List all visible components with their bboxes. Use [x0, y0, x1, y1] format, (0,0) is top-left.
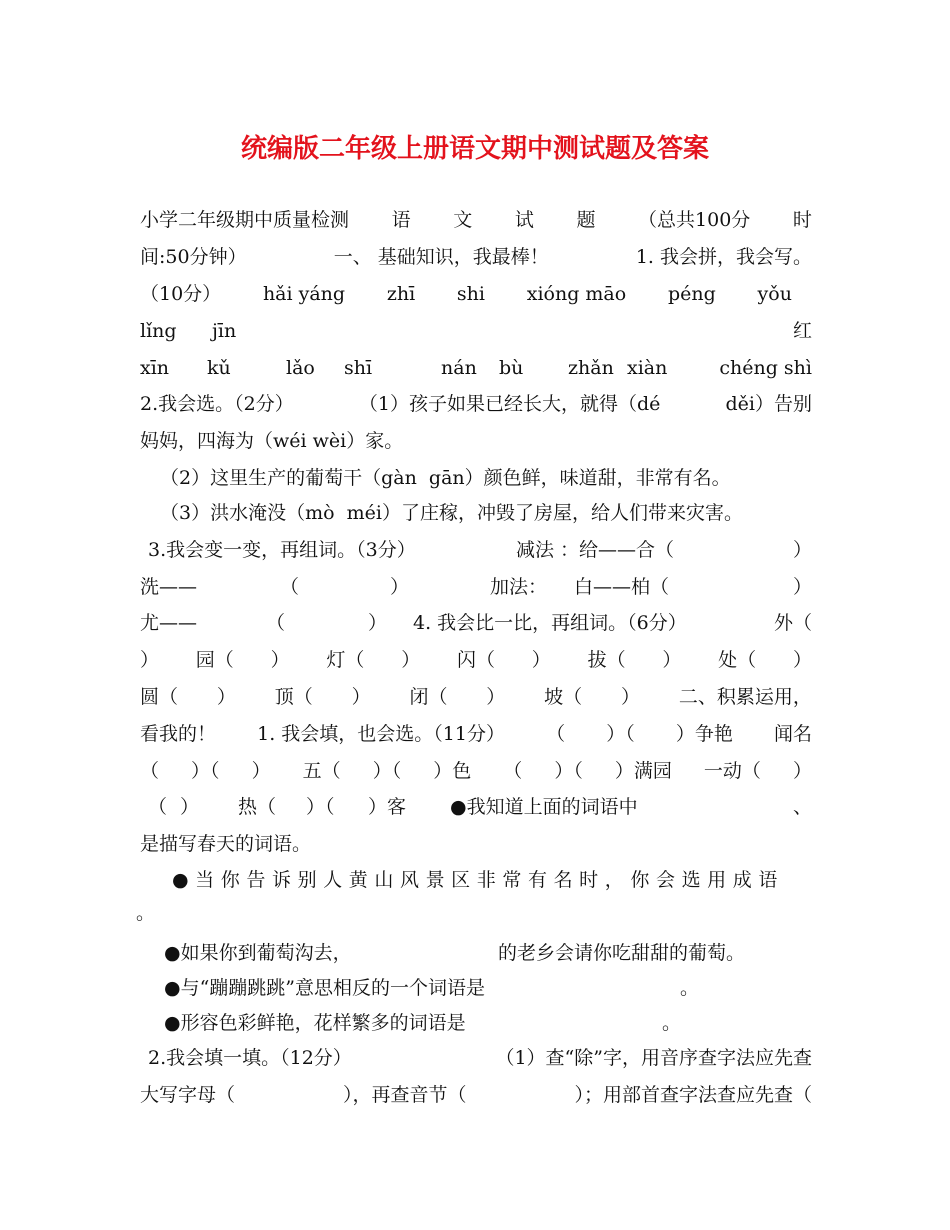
text-segment: 红 [792, 320, 812, 342]
text-segment: ）（ [191, 760, 220, 782]
text-segment: 小学二年级期中质量检测 [140, 209, 350, 231]
text-segment: ）（ [606, 723, 635, 745]
text-segment: 4. 我会比一比，再组词。（6分） [413, 612, 687, 634]
text-segment: 园（ [195, 649, 234, 671]
text-segment: jīn [212, 320, 237, 342]
text-segment: ） [486, 686, 506, 708]
text-line [136, 900, 808, 926]
text-segment: 拔（ [587, 649, 626, 671]
text-line [140, 721, 812, 747]
text-segment: 文 [453, 209, 473, 231]
text-segment: ） [662, 649, 682, 671]
text-line [140, 281, 792, 307]
text-segment: ） [140, 649, 160, 671]
text-segment: shi [456, 283, 485, 305]
text-segment: 二、积累运用， [678, 686, 812, 708]
text-segment: 闪（ [456, 649, 495, 671]
text-segment: 闭（ [409, 686, 448, 708]
text-segment: ●当你告诉别人黄山风景区非常有名时，你会选用成语 [172, 869, 784, 891]
text-line [140, 428, 812, 454]
text-segment: ） [621, 686, 641, 708]
text-segment: 处（ [718, 649, 757, 671]
text-segment: （1）孩子如果已经长大，就得（dé [358, 393, 661, 415]
text-segment: 试 [514, 209, 534, 231]
text-line [160, 465, 780, 491]
text-segment: （ [266, 612, 286, 634]
text-segment: ）（ [554, 760, 583, 782]
text-segment: 洗—— [140, 576, 198, 598]
text-segment: 看我的！ [140, 723, 217, 745]
text-segment: 间:50分钟） [140, 246, 247, 268]
text-segment: （10分） [140, 283, 222, 305]
text-segment: ）；用部首查字法查应先查（ [574, 1084, 812, 1106]
text-segment: 大写字母（ [140, 1084, 236, 1106]
text-line [160, 500, 800, 526]
text-segment: chéng shì [719, 357, 812, 379]
text-segment: 五（ [302, 760, 341, 782]
text-segment: 顶（ [274, 686, 313, 708]
text-segment: ） [792, 760, 812, 782]
text-segment: （2）这里生产的葡萄干（gàn [160, 467, 417, 489]
text-segment: 灯（ [326, 649, 365, 671]
text-segment: ●我知道上面的词语中 [450, 796, 638, 818]
text-line [140, 391, 812, 417]
text-segment: ） [401, 649, 421, 671]
text-segment: 语 [391, 209, 411, 231]
text-segment: ●如果你到葡萄沟去， [164, 942, 352, 964]
text-segment: 的老乡会请你吃甜甜的葡萄。 [498, 942, 746, 964]
text-segment: ） [251, 760, 271, 782]
text-segment: 一、 基础知识，我最棒！ [333, 246, 549, 268]
text-segment: ） [792, 649, 812, 671]
text-segment: 尤—— [140, 612, 198, 634]
text-segment: děi）告别 [725, 393, 812, 415]
text-line [140, 684, 812, 710]
text-segment: ）色 [433, 760, 472, 782]
text-segment: 坡（ [544, 686, 583, 708]
text-segment: （ [546, 723, 566, 745]
text-segment: （ [148, 796, 168, 818]
text-segment: ） [390, 576, 410, 598]
text-segment: ）争艳 [675, 723, 733, 745]
text-segment: （ [280, 576, 300, 598]
text-segment: xīn [140, 357, 170, 379]
text-segment: ），再查音节（ [342, 1084, 467, 1106]
text-segment: （3）洪水淹没（mò [160, 502, 335, 524]
text-segment: （总共100分 [638, 209, 751, 231]
text-segment: xióng māo [526, 283, 627, 305]
text-segment: ） [270, 649, 290, 671]
text-segment: ） [531, 649, 551, 671]
text-segment: ） [792, 539, 812, 561]
text-segment: 1. 我会拼，我会写。 [635, 246, 812, 268]
text-segment: （1）查“除”字，用音序查字法应先查 [495, 1047, 812, 1069]
text-segment: 。 [680, 977, 700, 999]
text-segment: 一动（ [703, 760, 761, 782]
text-line [140, 831, 812, 857]
text-segment: kǔ [207, 357, 231, 379]
text-segment: 妈妈，四海为（wéi wèi）家。 [140, 430, 404, 452]
text-segment: 加法： [490, 576, 548, 598]
text-segment: 2.我会选。（2分） [140, 393, 294, 415]
text-segment: ）（ [372, 760, 402, 782]
text-segment: lǎo [286, 357, 315, 379]
text-segment: 题 [576, 209, 596, 231]
text-line [140, 244, 812, 270]
text-segment: 1. 我会填，也会选。（11分） [257, 723, 505, 745]
text-segment: 热（ [238, 796, 277, 818]
text-segment: 圆（ [140, 686, 179, 708]
text-segment: zhǎn [568, 357, 614, 379]
text-segment: 闻名 [773, 723, 812, 745]
text-segment: péng [667, 283, 716, 305]
text-line [140, 1082, 812, 1108]
text-segment: ） [351, 686, 371, 708]
text-segment: zhī [386, 283, 416, 305]
text-line [140, 207, 812, 233]
text-segment: ）（ [306, 796, 335, 818]
text-segment: gān）颜色鲜，味道甜，非常有名。 [428, 467, 731, 489]
text-segment: ） [216, 686, 236, 708]
text-segment: méi）了庄稼，冲毁了房屋，给人们带来灾害。 [346, 502, 743, 524]
text-segment: （ [503, 760, 523, 782]
text-segment: 。 [136, 902, 156, 924]
text-segment: ）满园 [614, 760, 672, 782]
text-segment: hǎi yáng [262, 283, 346, 305]
text-segment: 时 [792, 209, 812, 231]
text-segment: yǒu [757, 283, 792, 305]
text-segment: nán [441, 357, 477, 379]
text-line [140, 647, 812, 673]
text-segment: 减法 ：给——合（ [516, 539, 675, 561]
text-segment: lǐng [140, 320, 177, 342]
text-segment: 是描写春天的词语。 [140, 833, 312, 855]
text-segment: bù [499, 357, 524, 379]
text-segment: ） [368, 612, 388, 634]
text-segment: （ [140, 760, 160, 782]
text-segment: 白——柏（ [574, 576, 670, 598]
text-segment: ） [180, 796, 200, 818]
text-segment: 2.我会填一填。（12分） [148, 1047, 352, 1069]
text-segment: 3.我会变一变，再组词。（3分） [148, 539, 416, 561]
text-segment: 、 [792, 796, 812, 818]
text-line [140, 758, 812, 784]
text-segment: 外（ [773, 612, 812, 634]
text-segment: ●与“蹦蹦跳跳”意思相反的一个词语是 [164, 977, 486, 999]
text-line [172, 867, 812, 893]
text-segment: ） [792, 576, 812, 598]
text-segment: ）客 [368, 796, 407, 818]
page-title: 统编版二年级上册语文期中测试题及答案 [240, 134, 709, 164]
text-segment: 。 [662, 1012, 682, 1034]
text-segment: ●形容色彩鲜艳，花样繁多的词语是 [164, 1012, 466, 1034]
text-segment: xiàn [627, 357, 668, 379]
text-segment: shī [344, 357, 373, 379]
